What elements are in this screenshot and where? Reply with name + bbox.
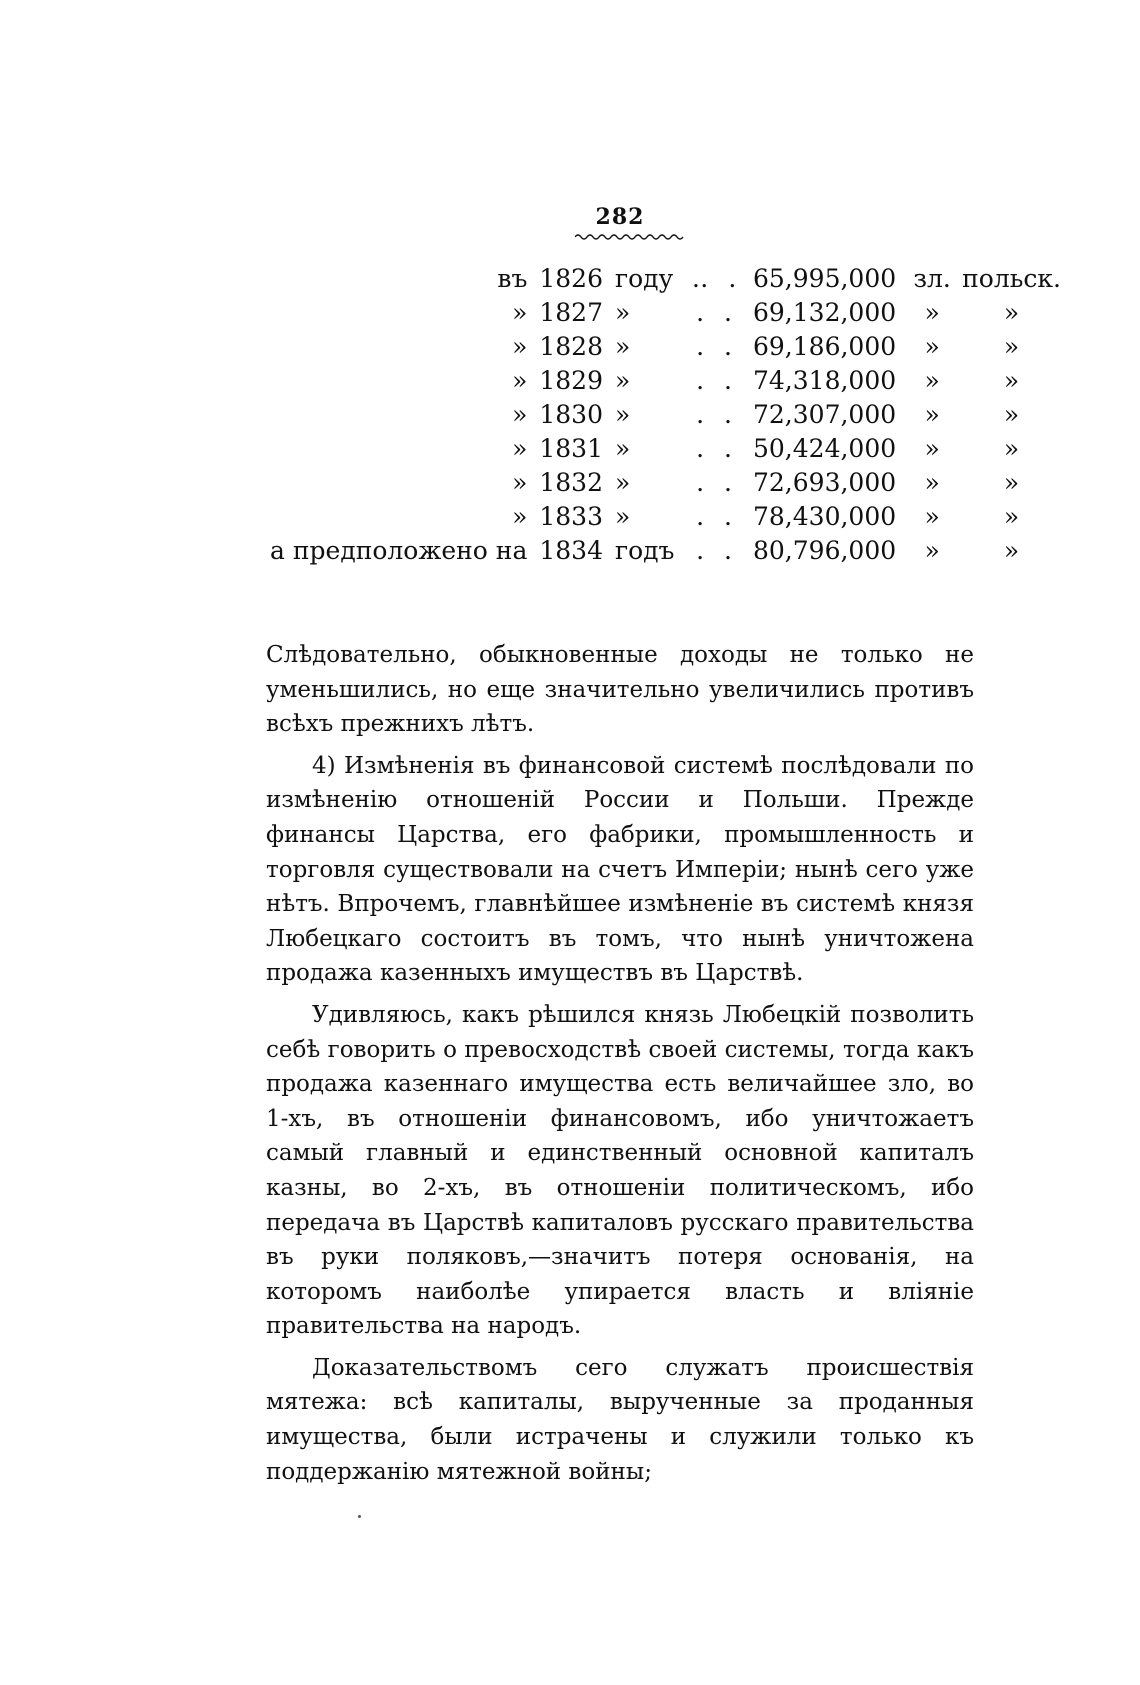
table-cell-unit2: » xyxy=(1003,434,1020,463)
table-row xyxy=(270,330,1061,364)
table-cell-amount: 50,424,000 xyxy=(753,434,897,463)
table-cell-unit2: » xyxy=(1003,298,1020,327)
table-cell-unit2: польск. xyxy=(962,264,1061,293)
table-cell-year: 1832 xyxy=(539,468,603,497)
table-cell-unit1: » xyxy=(924,366,940,395)
table-cell-prefix: » xyxy=(512,400,528,429)
table-row xyxy=(270,398,1061,432)
table-cell-dots: . . xyxy=(696,502,738,531)
paragraph-conclusion: Слѣдовательно, обыкновенные доходы не только не уменьшились, но еще значительно увеличились противъ всѣхъ прежнихъ лѣтъ. xyxy=(266,642,974,738)
table-cell-unit2: » xyxy=(1003,366,1020,395)
paragraph-system-critique: Удивляюсь, какъ рѣшился князь Любецкій позволить себѣ говорить о превосходствѣ своей системы, тогда какъ продажа казеннаго имущества есть величайшее зло, во 1-хъ, въ отношеніи финансовомъ, ибо уничтожаетъ самый главный и единственный основной капиталъ казны, во 2-хъ, въ отношеніи политическомъ, ибо передача въ Царствѣ капиталовъ русскаго правительства въ руки поляковъ,—значитъ потеря основанія, на которомъ наиболѣе упирается власть и вліяніе правительства на народъ. xyxy=(266,1001,974,1340)
table-cell-word: » xyxy=(615,400,631,429)
table-cell-word: » xyxy=(615,434,631,463)
table-cell-amount: 78,430,000 xyxy=(753,502,897,531)
table-cell-dots: . . xyxy=(696,400,738,429)
table-cell-unit1: » xyxy=(924,332,940,361)
table-cell-dots: . . xyxy=(696,332,738,361)
table-cell-unit1: » xyxy=(924,298,940,327)
paragraph-finance-changes: 4) Измѣненія въ финансовой системѣ послѣдовали по измѣненію отношеній России и Польши. Прежде финансы Царства, его фабрики, промышленность и торговля существовали на счетъ Имперіи; нынѣ сего уже нѣтъ. Впрочемъ, главнѣйшее измѣненіе въ системѣ князя Любецкаго состоитъ въ томъ, что нынѣ уничтожена продажа казенныхъ имуществъ въ Царствѣ. xyxy=(266,752,974,987)
table-cell-unit2: » xyxy=(1003,468,1020,497)
table-cell-dots: . . xyxy=(696,298,738,327)
table-cell-prefix: » xyxy=(512,366,528,395)
revenue-table xyxy=(270,262,1061,568)
table-cell-dots: ‥ . xyxy=(691,264,743,293)
table-cell-word: » xyxy=(615,366,631,395)
table-cell-unit2: » xyxy=(1003,332,1020,361)
table-cell-prefix: » xyxy=(512,332,528,361)
page-number: 282 xyxy=(595,204,645,230)
table-row xyxy=(270,534,1061,568)
table-cell-year: 1831 xyxy=(539,434,603,463)
table-cell-unit2: » xyxy=(1003,502,1020,531)
table-cell-prefix: » xyxy=(512,434,528,463)
table-cell-unit1: » xyxy=(924,400,940,429)
table-row xyxy=(270,466,1061,500)
table-cell-dots: . . xyxy=(696,468,738,497)
table-cell-unit2: » xyxy=(1003,400,1020,429)
table-row xyxy=(270,364,1061,398)
table-cell-word: году xyxy=(615,264,674,293)
table-cell-year: 1830 xyxy=(539,400,603,429)
table-cell-prefix: а предположено на xyxy=(270,536,528,565)
table-cell-unit1: зл. xyxy=(913,264,951,293)
table-cell-year: 1833 xyxy=(539,502,603,531)
table-cell-unit2: » xyxy=(1003,536,1020,565)
table-row xyxy=(270,262,1061,296)
table-cell-amount: 65,995,000 xyxy=(753,264,897,293)
table-cell-amount: 72,693,000 xyxy=(753,468,897,497)
table-row xyxy=(270,432,1061,466)
table-row xyxy=(270,296,1061,330)
table-cell-word: » xyxy=(615,502,631,531)
table-cell-dots: . . xyxy=(696,366,738,395)
table-cell-word: » xyxy=(615,332,631,361)
table-cell-dots: . . xyxy=(696,536,738,565)
paragraph-proof: Доказательствомъ сего служатъ происшествія мятежа: всѣ капиталы, вырученные за проданныя имущества, были истрачены и служили только къ поддержанію мятежной войны; xyxy=(266,1354,974,1485)
body-text xyxy=(266,638,974,1496)
wavy-rule-ornament xyxy=(575,232,685,242)
table-cell-word: » xyxy=(615,468,631,497)
table-row xyxy=(270,500,1061,534)
table-cell-dots: . . xyxy=(696,434,738,463)
table-cell-prefix: въ xyxy=(497,264,528,293)
table-cell-unit1: » xyxy=(924,502,940,531)
table-cell-year: 1829 xyxy=(539,366,603,395)
table-cell-amount: 72,307,000 xyxy=(753,400,897,429)
table-cell-amount: 80,796,000 xyxy=(753,536,897,565)
table-cell-prefix: » xyxy=(512,298,528,327)
table-cell-unit1: » xyxy=(924,468,940,497)
table-cell-amount: 69,132,000 xyxy=(753,298,897,327)
table-cell-unit1: » xyxy=(924,536,940,565)
table-cell-unit1: » xyxy=(924,434,940,463)
table-cell-word: » xyxy=(615,298,631,327)
table-cell-amount: 74,318,000 xyxy=(753,366,897,395)
table-cell-amount: 69,186,000 xyxy=(753,332,897,361)
table-cell-prefix: » xyxy=(512,502,528,531)
table-cell-prefix: » xyxy=(512,468,528,497)
stray-mark xyxy=(358,1515,361,1518)
table-cell-year: 1834 xyxy=(539,536,603,565)
table-cell-year: 1826 xyxy=(539,264,603,293)
table-cell-year: 1827 xyxy=(539,298,603,327)
table-cell-word: годъ xyxy=(615,536,675,565)
table-cell-year: 1828 xyxy=(539,332,603,361)
